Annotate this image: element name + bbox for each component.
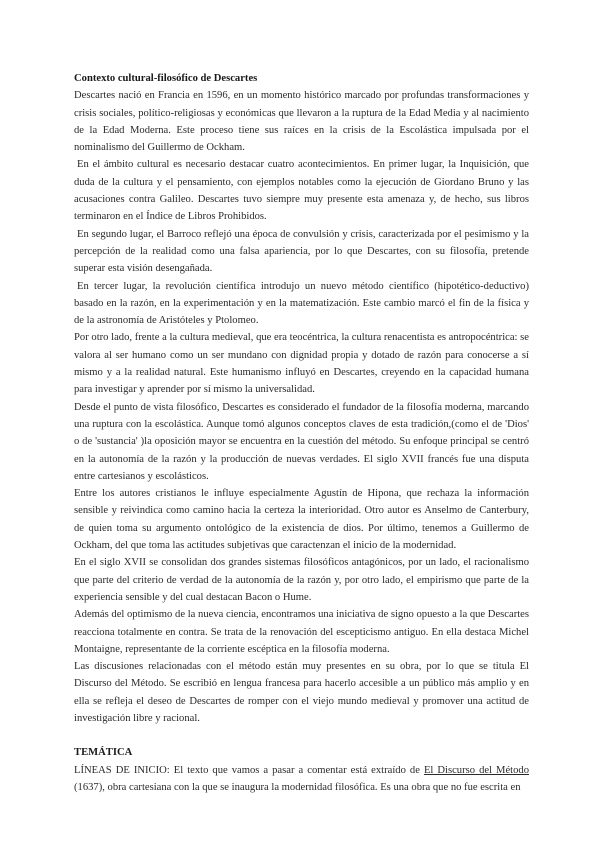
paragraph-intro-lines: [74, 762, 529, 797]
book-title: El Discurso del Método: [423, 764, 530, 776]
paragraph-scientific-revolution: En tercer lugar, la revolución científica introdujo un nuevo método científico (hipotético-deductivo) basado en la razón, en la experimentación y en la matematización. Este cambio marcó el fin de la física y de la astronomía de Aristóteles y Ptolomeo.: [74, 280, 529, 327]
document-page: [74, 70, 529, 796]
intro-suffix: (1637), obra cartesiana con la que se inaugura la modernidad filosófica. Es una obra que no fue escrita en: [74, 781, 521, 793]
paragraph-method: Las discusiones relacionadas con el método están muy presentes en su obra, por lo que se titula El Discurso del Método. Se escribió en lengua francesa para hacerlo accesible a un público más amplio y en ella se refleja el deseo de Descartes de romper con el viejo mundo medieval y promover una actitud de investigación libre y racional.: [74, 661, 529, 724]
paragraph-cultural-events: En el ámbito cultural es necesario destacar cuatro acontecimientos. En primer lugar, la Inquisición, que duda de la cultura y el pensamiento, con ejemplos notables como la ejecución de Giordano Bruno y las acusaciones contra Galileo. Descartes tuvo siempre muy presente esta amenaza y, de hecho, sus libros terminaron en el Índice de Libros Prohibidos.: [74, 159, 529, 223]
paragraph-renaissance: Por otro lado, frente a la cultura medieval, que era teocéntrica, la cultura renacentista es antropocéntrica: se valora al ser humano como un ser mundano con dignidad propia y dotado de razón para conocerse a sí mismo y a la realidad natural. Este humanismo influyó en Descartes, creyendo en la capacidad humana para investigar y aprender por sí mismo la universalidad.: [74, 332, 529, 396]
paragraph-birth: Descartes nació en Francia en 1596, en un momento histórico marcado por profundas transformaciones y crisis sociales, político-religiosas y económicas que llevaron a la ruptura de la Edad Media y al nacimiento de la Edad Moderna. Este proceso tiene sus raíces en la crisis de la Escolástica impulsada por el nominalismo del Guillermo de Ockham.: [74, 90, 529, 154]
paragraph-skepticism: Además del optimismo de la nueva ciencia, encontramos una iniciativa de signo opuesto a la que Descartes reacciona totalmente en contra. Se trata de la renovación del escepticismo antiguo. En ella destaca Michel Montaigne, representante de la corriente escéptica en la filosofía moderna.: [74, 609, 529, 655]
paragraph-philosophical-view: Desde el punto de vista filosófico, Descartes es considerado el fundador de la filosofía moderna, marcando una ruptura con la escolástica. Aunque tomó algunos conceptos claves de esta tradición,(como el de 'Dios' o de 'sustancia' )la oposición mayor se encuentra en la cuestión del método. Su enfoque principal se centró en la autonomía de la razón y la producción de nuevas verdades. El siglo XVII francés fue una disputa entre cartesianos y escolásticos.: [74, 401, 529, 482]
paragraph-baroque: En segundo lugar, el Barroco reflejó una época de convulsión y crisis, caracterizada por el pesimismo y la percepción de la realidad como una falsa apariencia, por lo que Descartes, con su filosofía, pretende superar esta visión desengañada.: [74, 228, 529, 275]
section-title-context: Contexto cultural-filosófico de Descartes: [74, 73, 258, 84]
section-spacer: [74, 727, 529, 744]
paragraph-xvii-systems: En el siglo XVII se consolidan dos grandes sistemas filosóficos antagónicos, por un lado, el racionalismo que parte del criterio de verdad de la autonomía de la razón y, por otro lado, el empirismo que parte de la experiencia sensible y del cual destacan Bacon o Hume.: [74, 557, 529, 603]
paragraph-christian-authors: Entre los autores cristianos le influye especialmente Agustín de Hipona, que rechaza la información sensible y reivindica como camino hacia la certeza la interioridad. Otro autor es Anselmo de Canterbury, de quien toma su argumento ontológico de la existencia de dios. Por último, tenemos a Guillermo de Ockham, del que toma las actitudes subjetivas que caractenzan el inicio de la modernidad.: [74, 488, 529, 552]
intro-prefix: LÍNEAS DE INICIO: El texto que vamos a pasar a comentar está extraído de: [74, 764, 424, 776]
section-title-tematica: TEMÁTICA: [74, 747, 133, 759]
